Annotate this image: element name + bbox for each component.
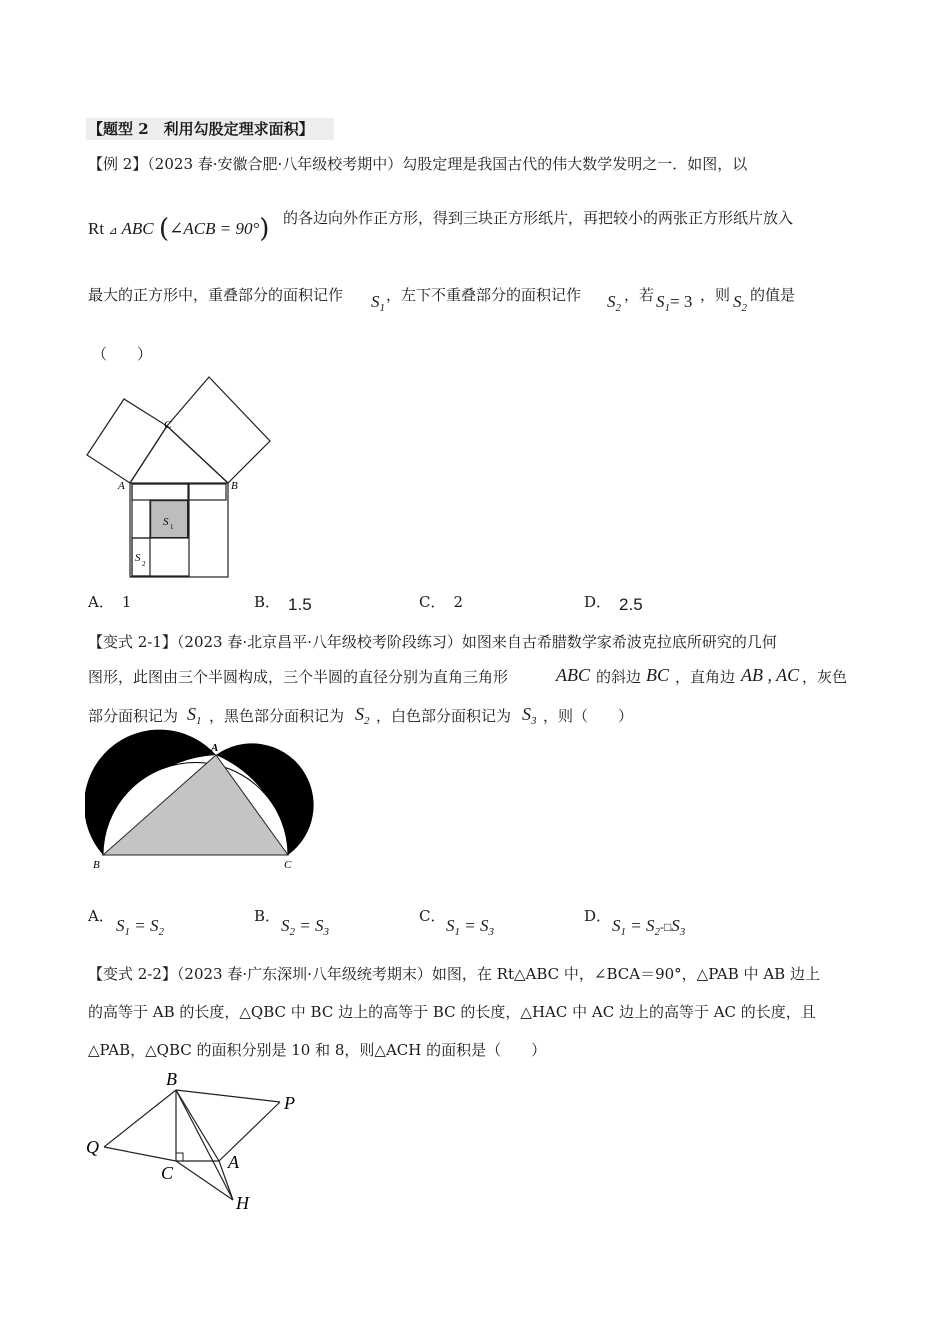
example2-formula: Rt ⊿ ABC (∠ACB = 90°): [88, 214, 270, 244]
fig3-label-p: P: [284, 1093, 295, 1113]
variant21-line2-c: ，直角边: [675, 668, 736, 686]
s2-symbol-b: $S_2$: [733, 292, 747, 314]
lune-label-b: B: [93, 859, 100, 871]
label-s2: S: [135, 552, 141, 564]
label-c: C: [164, 419, 172, 431]
variant21-bc: BC: [646, 665, 670, 685]
option-b[interactable]: B． 1.5: [254, 593, 312, 614]
abc-text: ABC: [121, 219, 154, 238]
v21-option-d-expr[interactable]: $S_1$ = $S_2-□S_3$: [612, 916, 686, 938]
section-title: 【题型 2 利用勾股定理求面积】: [88, 120, 314, 138]
label-s2-sub: 2: [142, 560, 146, 568]
v21-option-d[interactable]: D．: [584, 907, 612, 925]
v21-option-a-expr[interactable]: $S_1 = S_2$: [116, 916, 164, 938]
variant21-line2-b: 的斜边: [596, 668, 642, 686]
fig3-label-q: Q: [86, 1137, 99, 1157]
condition: $S_1= 3$: [656, 292, 693, 314]
option-c[interactable]: C． 2: [419, 593, 464, 611]
variant21-line3-a: 部分面积记为: [88, 707, 179, 725]
example2-line1: 【例 2】（2023 春·安徽合肥·八年级校考期中）勾股定理是我国古代的伟大数学发明之一．如图，以: [88, 155, 748, 173]
strip-top: [132, 484, 226, 500]
variant22-line3: △PAB，△QBC 的面积分别是 10 和 8，则△ACH 的面积是（ ）: [88, 1041, 547, 1059]
variant21-line1: 【变式 2-1】（2023 春·北京昌平·八年级校考阶段练习）如图来自古希腊数学家希波克拉底所研究的几何: [88, 633, 777, 651]
lune-label-c: C: [284, 859, 292, 871]
v21-option-b-expr[interactable]: $S_2 = S_3$: [281, 916, 329, 938]
v21-option-c[interactable]: C．: [419, 907, 446, 925]
s1-region-fill: [151, 501, 188, 538]
example2-line3-b: ，左下不重叠部分的面积记作: [386, 286, 582, 304]
right-triangle: [130, 426, 228, 483]
v21-option-a[interactable]: A．: [88, 907, 114, 925]
variant22-line2: 的高等于 AB 的长度，△QBC 中 BC 边上的高等于 BC 的长度，△HAC 中 AC 边上的高等于 AC 的长度，且: [88, 1003, 816, 1021]
example2-line3-a: 最大的正方形中，重叠部分的面积记作: [88, 286, 344, 304]
label-s1-sub: 1: [170, 523, 174, 531]
fig3-label-a: A: [228, 1152, 239, 1172]
fig3-label-c: C: [161, 1163, 174, 1183]
variant22-line1: 【变式 2-2】（2023 春·广东深圳·八年级统考期末）如图，在 Rt△ABC 中，∠BCA＝90°，△PAB 中 AB 边上: [88, 965, 820, 983]
example2-line2: 的各边向外作正方形，得到三块正方形纸片，再把较小的两张正方形纸片放入: [283, 209, 794, 227]
s2-symbol: $S_2$: [607, 292, 621, 314]
example2-line3-e: 的值是: [750, 286, 796, 304]
triangles-figure: [80, 1065, 310, 1215]
variant21-line3-c: ，白色部分面积记为: [376, 707, 512, 725]
option-a[interactable]: A． 1: [88, 593, 132, 611]
fig3-label-b: B: [166, 1069, 177, 1089]
hippocrates-lunes-figure: [85, 722, 315, 872]
variant21-line2-d: ，灰色: [802, 668, 848, 686]
example2-line3-d: ，则: [700, 286, 731, 304]
pythagoras-squares-figure: [80, 370, 280, 585]
s2-var: $S_2$: [355, 704, 370, 727]
example2-paren: （ ）: [92, 345, 153, 363]
label-a: A: [118, 480, 125, 492]
square-bc: [167, 377, 270, 483]
variant21-abc: ABC: [556, 665, 590, 685]
variant21-line3-b: ，黑色部分面积记为: [209, 707, 345, 725]
s1-var: $S_1$: [187, 704, 202, 727]
s3-var: $S_3$: [522, 704, 537, 727]
variant21-abac: AB , AC: [741, 665, 800, 685]
v21-option-b[interactable]: B．: [254, 907, 281, 925]
fig3-label-h: H: [236, 1193, 249, 1213]
label-b: B: [231, 480, 238, 492]
triangle-symbol: ⊿: [108, 225, 118, 237]
variant21-line2-a: 图形，此图由三个半圆构成，三个半圆的直径分别为直角三角形: [88, 668, 509, 686]
option-d[interactable]: D． 2.5: [584, 593, 643, 614]
v21-option-c-expr[interactable]: $S_1 = S_3$: [446, 916, 494, 938]
angle-text: ∠ACB = 90°: [169, 219, 260, 238]
label-s1: S: [163, 516, 169, 528]
square-ac: [87, 399, 167, 483]
variant21-line3-d: ，则（ ）: [543, 707, 634, 725]
lune-label-a: A: [211, 742, 219, 754]
example2-line3-c: ，若: [624, 286, 655, 304]
rt-text: Rt: [88, 219, 105, 238]
s1-symbol: $S_1$: [371, 292, 385, 314]
